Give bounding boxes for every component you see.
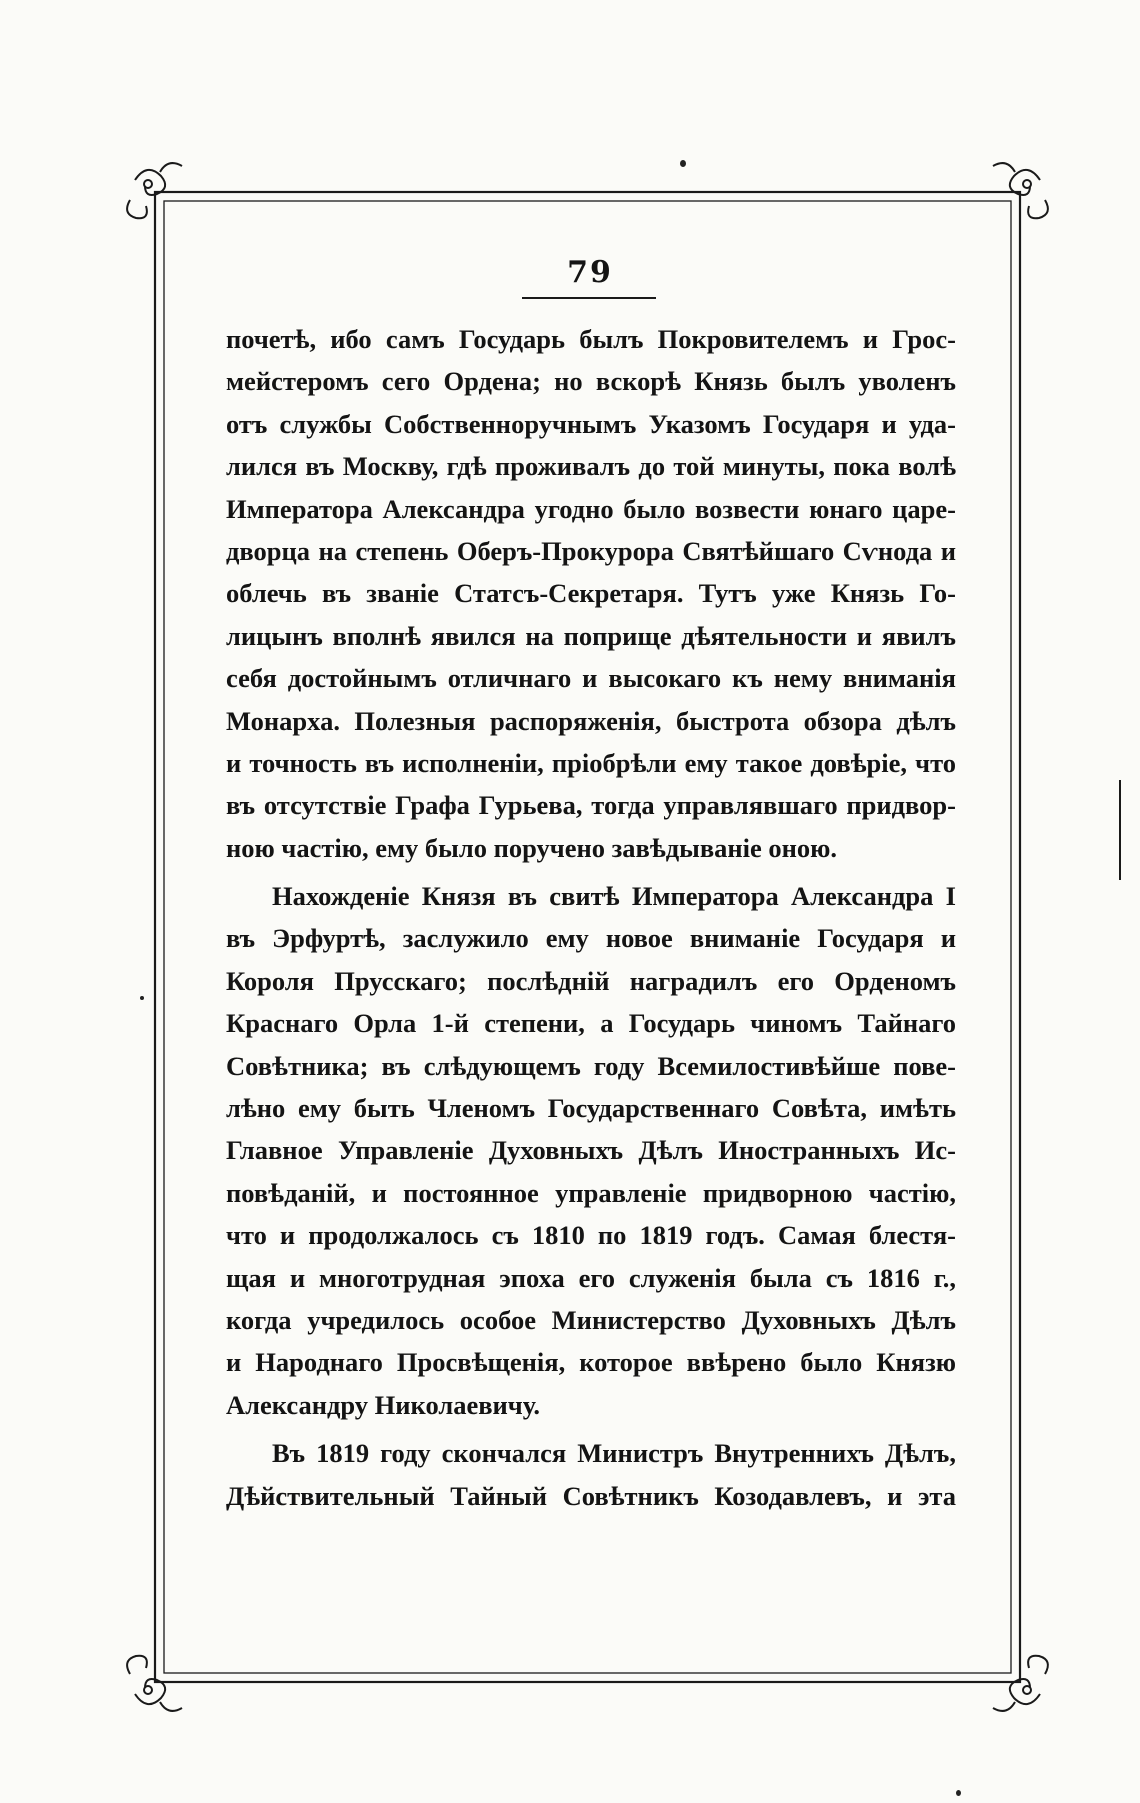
- text-line: Нахожденіе Князя въ свитѣ Императора Александра I: [272, 881, 956, 912]
- text-line: Дѣйствительный Тайный Совѣтникъ Козодавлевъ, и эта: [226, 1480, 956, 1511]
- text-line: Короля Прусскаго; послѣдній наградилъ его Орденомъ: [226, 965, 956, 996]
- text-line: щая и многотрудная эпоха его служенія была съ 1816 г.,: [226, 1262, 956, 1293]
- text-line: Монарха. Полезныя распоряженія, быстрота обзора дѣлъ: [226, 705, 956, 736]
- page-number-rule: [522, 297, 656, 299]
- text-line: отъ службы Собственноручнымъ Указомъ Государя и уда-: [226, 408, 956, 439]
- text-line: Главное Управленіе Духовныхъ Дѣлъ Иностранныхъ Ис-: [226, 1135, 956, 1166]
- page-number: 79: [567, 255, 613, 290]
- body-text: [226, 318, 956, 1517]
- text-line: въ отсутствіе Графа Гурьева, тогда управлявшаго придвор-: [226, 790, 956, 821]
- text-line: Императора Александра угодно было возвести юнаго царе-: [226, 493, 956, 524]
- scan-speck: [680, 160, 686, 167]
- text-line: лился въ Москву, гдѣ проживалъ до той минуты, пока волѣ: [226, 451, 956, 482]
- text-line: и точность въ исполненіи, пріобрѣли ему такое довѣріе, что: [226, 747, 956, 778]
- text-line: что и продолжалось съ 1810 по 1819 годъ. Самая блестя-: [226, 1220, 956, 1251]
- text-line: почетѣ, ибо самъ Государь былъ Покровителемъ и Грос-: [226, 324, 956, 354]
- scan-speck: [956, 1790, 961, 1796]
- text-line: лицынъ вполнѣ явился на поприще дѣятельности и явилъ: [226, 620, 956, 651]
- text-line: повѣданій, и постоянное управленіе придворною частію,: [226, 1177, 956, 1208]
- text-line: ною частію, ему было поручено завѣдываніе оною.: [226, 832, 838, 863]
- text-line: Александру Николаевичу.: [226, 1389, 540, 1420]
- text-line: и Народнаго Просвѣщенія, которое ввѣрено было Князю: [226, 1347, 956, 1378]
- text-line: лѣно ему быть Членомъ Государственнаго Совѣта, имѣть: [226, 1093, 956, 1124]
- text-line: въ Эрфуртѣ, заслужило ему новое вниманіе Государя и: [226, 923, 956, 954]
- text-line: когда учредилось особое Министерство Духовныхъ Дѣлъ: [226, 1304, 956, 1335]
- text-line: мейстеромъ сего Ордена; но вскорѣ Князь былъ уволенъ: [226, 366, 956, 397]
- text-line: Въ 1819 году скончался Министръ Внутреннихъ Дѣлъ,: [272, 1438, 956, 1469]
- text-line: себя достойнымъ отличнаго и высокаго къ нему вниманія: [226, 663, 956, 694]
- text-line: облечь въ званіе Статсъ-Секретаря. Тутъ уже Князь Го-: [226, 578, 956, 609]
- scan-speck: [140, 996, 144, 1000]
- text-line: дворца на степень Оберъ-Прокурора Святѣйшаго Сѵнода и: [226, 535, 956, 566]
- text-line: Краснаго Орла 1-й степени, а Государь чиномъ Тайнаго: [226, 1008, 956, 1039]
- text-line: Совѣтника; въ слѣдующемъ году Всемилостивѣйше пове-: [226, 1050, 956, 1081]
